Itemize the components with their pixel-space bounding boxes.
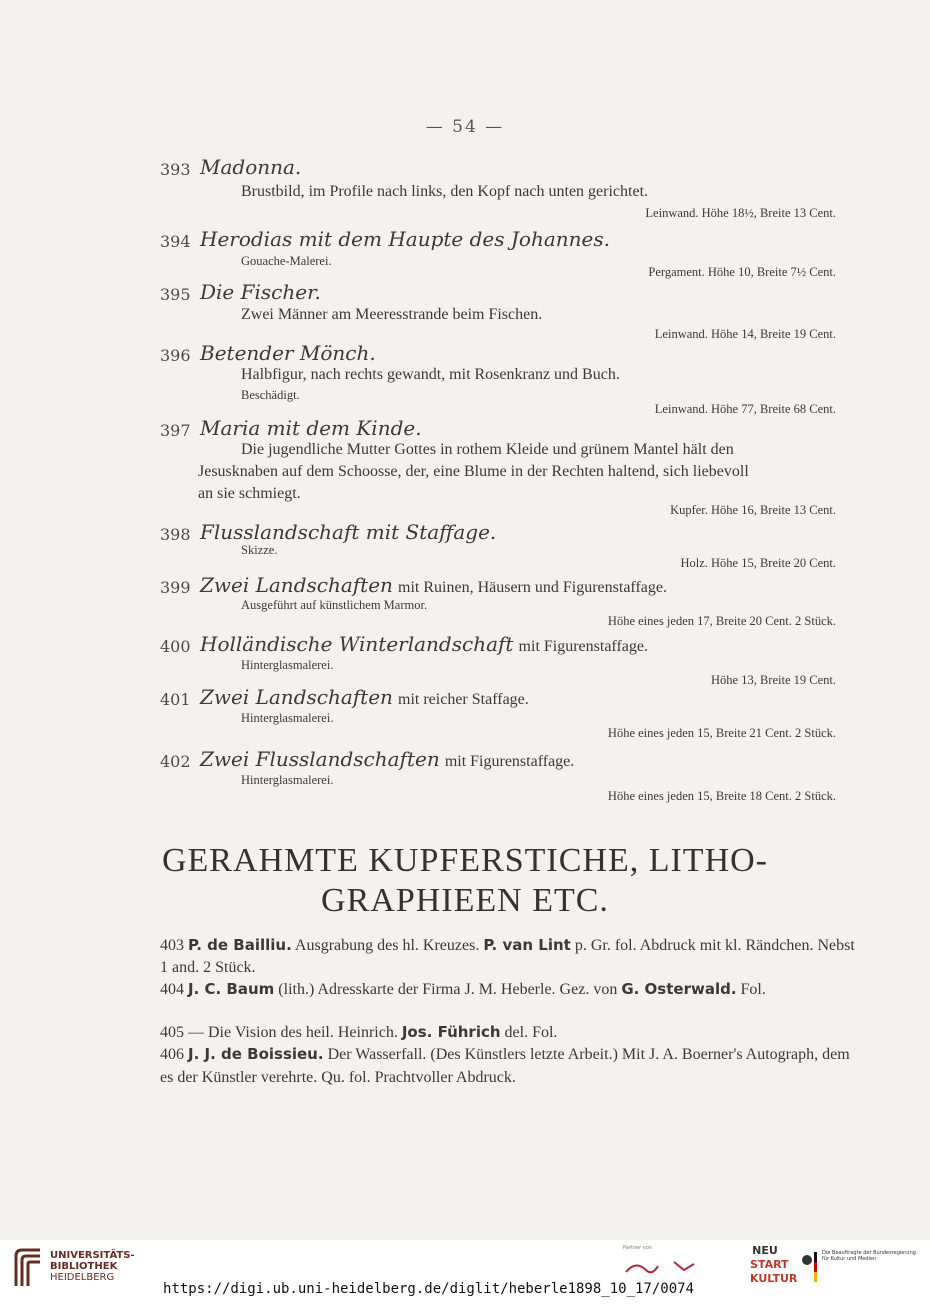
entry-note: Hinterglasmalerei. (241, 773, 334, 787)
print-text: — Die Vision des heil. Heinrich. (188, 1024, 402, 1041)
federal-eagle-icon (800, 1252, 818, 1284)
entry-measurements: Leinwand. Höhe 18½, Breite 13 Cent. (645, 206, 836, 220)
section-heading-line-2: GRAPHIEEN ETC. (321, 882, 609, 919)
entry-title: Herodias mit dem Haupte des Johannes. (200, 227, 610, 251)
page-number: — 54 — (425, 117, 505, 137)
entry-title: Zwei Landschaften (200, 573, 393, 597)
entry-title: Maria mit dem Kinde. (200, 416, 422, 440)
print-text-2: del. Fol. (500, 1024, 558, 1041)
entry-number: 401 (160, 690, 191, 709)
entry-title-rest: mit Figurenstaffage. (444, 753, 575, 770)
library-line-1: UNIVERSITÄTS- (50, 1250, 135, 1261)
library-line-3: HEIDELBERG (50, 1272, 115, 1283)
entry-title: Holländische Winterlandschaft (200, 632, 514, 656)
entry-number: 398 (160, 525, 191, 544)
entry-measurements: Höhe eines jeden 17, Breite 20 Cent. 2 Stück. (607, 614, 836, 628)
entry-note: Hinterglasmalerei. (241, 658, 334, 672)
entry-description: Brustbild, im Profile nach links, den Kopf nach unten gerichtet. (241, 183, 649, 200)
entry-number: 399 (160, 578, 191, 597)
entry-measurements: Höhe 13, Breite 19 Cent. (711, 673, 836, 687)
neu-text: NEU (752, 1244, 778, 1257)
partner-label: Partner von (623, 1245, 652, 1251)
library-line-2: BIBLIOTHEK (50, 1261, 118, 1272)
entry-measurements: Höhe eines jeden 15, Breite 21 Cent. 2 Stück. (607, 726, 836, 740)
print-number: 404 (160, 981, 184, 998)
entry-note: Ausgeführt auf künstlichem Marmor. (241, 598, 428, 612)
bund-line-2: für Kultur und Medien (822, 1256, 877, 1262)
entry-title: Flusslandschaft mit Staffage. (200, 520, 497, 544)
print-number: 403 (160, 937, 184, 954)
partner-logos-icon (622, 1252, 702, 1282)
entry-description: Zwei Männer am Meeresstrande beim Fischen. (241, 306, 543, 323)
entry-measurements: Leinwand. Höhe 14, Breite 19 Cent. (654, 327, 836, 341)
entry-title: Zwei Flusslandschaften (200, 747, 440, 771)
entry-note: Hinterglasmalerei. (241, 711, 334, 725)
bund-line-1: Die Beauftragte der Bundesregierung (822, 1250, 916, 1256)
print-entry (160, 1021, 865, 1044)
entry-measurements: Kupfer. Höhe 16, Breite 13 Cent. (670, 503, 836, 517)
entry-title-line (200, 632, 648, 656)
entry-title-rest: mit reicher Staffage. (398, 691, 529, 708)
entry-number: 393 (160, 160, 191, 179)
entry-title-rest: mit Ruinen, Häusern und Figurenstaffage. (398, 579, 667, 596)
print-text-2: p. Gr. fol. Abdruck mit kl. Rändchen. Nebst 1 and. 2 Stück. (160, 937, 855, 976)
entry-description: Die jugendliche Mutter Gottes in rothem Kleide und grünem Mantel hält den (241, 441, 734, 458)
section-heading-line-1: GERAHMTE KUPFERSTICHE, LITHO- (161, 842, 769, 879)
entry-title-line (200, 747, 574, 771)
entry-measurements: Leinwand. Höhe 77, Breite 68 Cent. (654, 402, 836, 416)
entry-title: Madonna. (200, 155, 302, 179)
print-text: Der Wasserfall. (Des Künstlers letzte Arbeit.) Mit J. A. Boerner's Autograph, dem es der Künstler verehrte. Qu. fol. Prachtvoller Abdruck. (160, 1046, 850, 1086)
entry-measurements: Höhe eines jeden 15, Breite 18 Cent. 2 Stück. (607, 789, 836, 803)
entry-note: Gouache-Malerei. (241, 254, 332, 268)
entry-measurements: Pergament. Höhe 10, Breite 7½ Cent. (648, 265, 836, 279)
entry-number: 394 (160, 232, 191, 251)
entry-title: Zwei Landschaften (200, 685, 393, 709)
federal-commissioner-label (822, 1250, 916, 1262)
print-artist: J. J. de Boissieu. (188, 1045, 324, 1063)
print-artist: P. de Bailliu. (188, 936, 292, 954)
entry-title-line (200, 685, 529, 709)
print-entry (160, 934, 865, 979)
entry-measurements: Holz. Höhe 15, Breite 20 Cent. (680, 556, 836, 570)
entry-number: 396 (160, 346, 191, 365)
entry-title-line (200, 573, 667, 597)
entry-number: 397 (160, 421, 191, 440)
entry-number: 395 (160, 285, 191, 304)
print-text: (lith.) Adresskarte der Firma J. M. Heberle. Gez. von (274, 981, 622, 998)
print-number: 405 (160, 1024, 184, 1041)
entry-title: Die Fischer. (200, 280, 321, 304)
kultur-text: KULTUR (750, 1272, 798, 1285)
print-text: Ausgrabung des hl. Kreuzes. (291, 937, 484, 954)
entry-description: Jesusknaben auf dem Schoosse, der, eine Blume in der Rechten haltend, sich liebevoll (198, 463, 749, 480)
start-text: START (750, 1258, 789, 1271)
entry-note: Beschädigt. (241, 388, 300, 402)
print-artist-2: P. van Lint (483, 936, 571, 954)
neustart-kultur-logo (750, 1244, 798, 1286)
entry-title: Betender Mönch. (200, 341, 376, 365)
entry-number: 400 (160, 637, 191, 656)
entry-note: Skizze. (241, 543, 278, 557)
library-logo-icon (12, 1246, 44, 1290)
entry-title-rest: mit Figurenstaffage. (518, 638, 648, 655)
entry-description: an sie schmiegt. (198, 485, 301, 502)
entry-description: Halbfigur, nach rechts gewandt, mit Rosenkranz und Buch. (241, 366, 620, 383)
print-artist-2: Jos. Führich (401, 1023, 501, 1041)
print-artist: J. C. Baum (188, 980, 275, 998)
print-number: 406 (160, 1046, 184, 1063)
entry-number: 402 (160, 752, 191, 771)
print-entry (160, 978, 865, 1001)
library-name (50, 1250, 135, 1283)
page-url[interactable]: https://digi.ub.uni-heidelberg.de/diglit/heberle1898_10_17/0074 (163, 1281, 695, 1297)
print-entry (160, 1043, 865, 1089)
print-text-2: Fol. (736, 981, 766, 998)
print-artist-2: G. Osterwald. (621, 980, 737, 998)
